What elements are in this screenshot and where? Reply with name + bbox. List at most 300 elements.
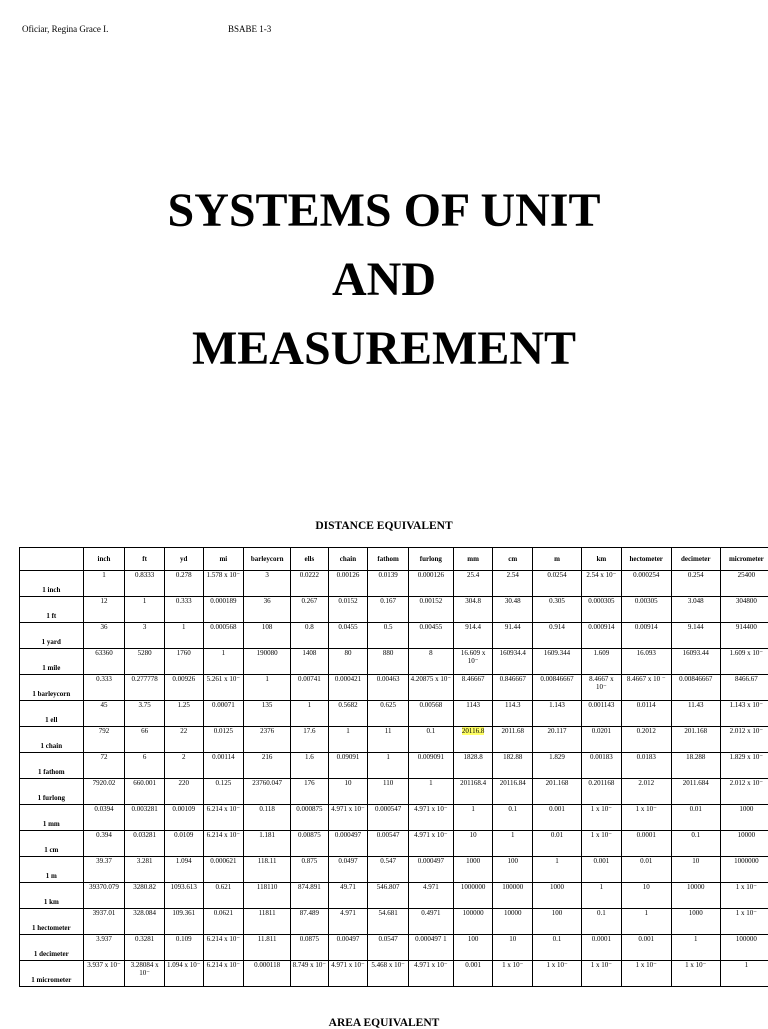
table-cell: 3937.01 bbox=[83, 909, 125, 935]
table-cell: 0.00152 bbox=[408, 597, 453, 623]
table-cell: 1.609 x 10⁻ bbox=[720, 649, 768, 675]
table-cell: 8.4667 x 10⁻ bbox=[582, 675, 622, 701]
table-cell: 0.333 bbox=[164, 597, 203, 623]
table-cell: 1 x 10⁻ bbox=[621, 961, 671, 987]
table-cell: 2.54 bbox=[493, 571, 533, 597]
table-cell: 0.5 bbox=[368, 623, 409, 649]
table-cell: 8466.67 bbox=[720, 675, 768, 701]
distance-heading: DISTANCE EQUIVALENT bbox=[0, 520, 768, 532]
table-cell: 0.001 bbox=[533, 805, 582, 831]
table-cell: 201.168 bbox=[533, 779, 582, 805]
column-header: mi bbox=[203, 548, 244, 571]
table-row bbox=[20, 675, 768, 701]
table-cell: 0.000189 bbox=[203, 597, 244, 623]
table-cell: 0.000497 bbox=[408, 857, 453, 883]
table-cell: 1408 bbox=[291, 649, 329, 675]
table-cell: 1 bbox=[453, 805, 493, 831]
table-cell: 0.01 bbox=[621, 857, 671, 883]
highlighted-value: 20116.8 bbox=[462, 727, 485, 735]
table-cell: 0.0001 bbox=[582, 935, 622, 961]
table-cell: 304.8 bbox=[453, 597, 493, 623]
table-cell: 2011.68 bbox=[493, 727, 533, 753]
table-cell bbox=[453, 727, 493, 753]
table-cell: 11.43 bbox=[671, 701, 720, 727]
table-cell: 36 bbox=[244, 597, 291, 623]
distance-table bbox=[19, 547, 768, 987]
table-cell: 0.00455 bbox=[408, 623, 453, 649]
table-cell: 0.000305 bbox=[582, 597, 622, 623]
table-cell: 54.681 bbox=[368, 909, 409, 935]
table-cell: 1 bbox=[582, 883, 622, 909]
table-cell: 63360 bbox=[83, 649, 125, 675]
table-cell: 110 bbox=[368, 779, 409, 805]
column-header: furlong bbox=[408, 548, 453, 571]
table-cell: 0.000568 bbox=[203, 623, 244, 649]
table-cell: 0.875 bbox=[291, 857, 329, 883]
table-cell: 0.00547 bbox=[368, 831, 409, 857]
table-cell: 100000 bbox=[493, 883, 533, 909]
table-cell: 2376 bbox=[244, 727, 291, 753]
table-cell: 100 bbox=[533, 909, 582, 935]
table-cell: 1093.613 bbox=[164, 883, 203, 909]
table-row bbox=[20, 935, 768, 961]
table-cell: 109.361 bbox=[164, 909, 203, 935]
author-name: Oficiar, Regina Grace I. bbox=[22, 24, 108, 34]
table-cell: 220 bbox=[164, 779, 203, 805]
table-cell: 0.000621 bbox=[203, 857, 244, 883]
table-row bbox=[20, 909, 768, 935]
document-title bbox=[0, 176, 768, 383]
column-header: micrometer bbox=[720, 548, 768, 571]
row-label: 1 mm bbox=[20, 805, 84, 831]
table-cell: 880 bbox=[368, 649, 409, 675]
column-header: inch bbox=[83, 548, 125, 571]
table-cell: 1 x 10⁻ bbox=[720, 909, 768, 935]
column-header: m bbox=[533, 548, 582, 571]
table-cell: 36 bbox=[83, 623, 125, 649]
table-cell: 0.0125 bbox=[203, 727, 244, 753]
table-cell: 0.167 bbox=[368, 597, 409, 623]
table-cell: 874.891 bbox=[291, 883, 329, 909]
table-cell: 10000 bbox=[493, 909, 533, 935]
table-cell: 10 bbox=[453, 831, 493, 857]
table-cell: 1.143 bbox=[533, 701, 582, 727]
table-cell: 0.0497 bbox=[328, 857, 368, 883]
table-cell: 1.6 bbox=[291, 753, 329, 779]
table-cell: 2.54 x 10⁻ bbox=[582, 571, 622, 597]
table-cell: 0.00497 bbox=[328, 935, 368, 961]
table-cell: 0.00926 bbox=[164, 675, 203, 701]
table-cell: 0.000497 1 bbox=[408, 935, 453, 961]
table-cell: 0.003281 bbox=[125, 805, 165, 831]
table-cell: 0.00114 bbox=[203, 753, 244, 779]
table-cell: 1.829 x 10⁻ bbox=[720, 753, 768, 779]
table-cell: 0.846667 bbox=[493, 675, 533, 701]
table-cell: 0.00568 bbox=[408, 701, 453, 727]
table-cell: 0.1 bbox=[408, 727, 453, 753]
table-cell: 4.971 x 10⁻ bbox=[408, 961, 453, 987]
table-cell: 0.00846667 bbox=[533, 675, 582, 701]
table-cell: 0.009091 bbox=[408, 753, 453, 779]
table-cell: 1 x 10⁻ bbox=[493, 961, 533, 987]
table-row bbox=[20, 571, 768, 597]
table-cell: 3.281 bbox=[125, 857, 165, 883]
table-cell: 1 x 10⁻ bbox=[621, 805, 671, 831]
table-cell: 1 bbox=[83, 571, 125, 597]
table-cell: 3.937 x 10⁻ bbox=[83, 961, 125, 987]
table-cell: 182.88 bbox=[493, 753, 533, 779]
table-cell: 72 bbox=[83, 753, 125, 779]
row-label: 1 yard bbox=[20, 623, 84, 649]
table-cell: 0.0139 bbox=[368, 571, 409, 597]
table-cell: 1.181 bbox=[244, 831, 291, 857]
table-row bbox=[20, 649, 768, 675]
column-header: km bbox=[582, 548, 622, 571]
table-cell: 1 bbox=[203, 649, 244, 675]
table-cell: 0.00875 bbox=[291, 831, 329, 857]
table-cell: 0.000547 bbox=[368, 805, 409, 831]
column-header: chain bbox=[328, 548, 368, 571]
title-line-2: AND bbox=[0, 245, 768, 314]
table-cell: 10000 bbox=[671, 883, 720, 909]
table-cell: 1143 bbox=[453, 701, 493, 727]
table-cell: 4.971 x 10⁻ bbox=[408, 831, 453, 857]
table-cell: 0.0201 bbox=[582, 727, 622, 753]
table-cell: 66 bbox=[125, 727, 165, 753]
table-cell: 1000000 bbox=[453, 883, 493, 909]
row-label: 1 furlong bbox=[20, 779, 84, 805]
table-cell: 0.00126 bbox=[328, 571, 368, 597]
table-cell: 1000 bbox=[671, 909, 720, 935]
table-cell: 6.214 x 10⁻ bbox=[203, 935, 244, 961]
table-cell: 0.00463 bbox=[368, 675, 409, 701]
table-cell: 1 bbox=[125, 597, 165, 623]
table-cell: 0.0114 bbox=[621, 701, 671, 727]
table-cell: 6.214 x 10⁻ bbox=[203, 961, 244, 987]
column-header: mm bbox=[453, 548, 493, 571]
row-label: 1 chain bbox=[20, 727, 84, 753]
table-cell: 49.71 bbox=[328, 883, 368, 909]
table-cell: 1 x 10⁻ bbox=[582, 831, 622, 857]
table-cell: 0.8333 bbox=[125, 571, 165, 597]
table-cell: 190080 bbox=[244, 649, 291, 675]
table-cell: 1.25 bbox=[164, 701, 203, 727]
table-cell: 0.547 bbox=[368, 857, 409, 883]
table-row bbox=[20, 701, 768, 727]
table-cell: 6.214 x 10⁻ bbox=[203, 831, 244, 857]
table-cell: 0.000875 bbox=[291, 805, 329, 831]
table-cell: 660.001 bbox=[125, 779, 165, 805]
table-cell: 9.144 bbox=[671, 623, 720, 649]
table-row bbox=[20, 831, 768, 857]
column-header: fathom bbox=[368, 548, 409, 571]
column-header: hectometer bbox=[621, 548, 671, 571]
table-cell: 30.48 bbox=[493, 597, 533, 623]
table-cell: 0.001 bbox=[453, 961, 493, 987]
table-cell: 0.5682 bbox=[328, 701, 368, 727]
table-cell: 3280.82 bbox=[125, 883, 165, 909]
table-cell: 3 bbox=[244, 571, 291, 597]
table-cell: 16.093 bbox=[621, 649, 671, 675]
table-cell: 0.125 bbox=[203, 779, 244, 805]
table-cell: 80 bbox=[328, 649, 368, 675]
table-cell: 135 bbox=[244, 701, 291, 727]
row-label: 1 mile bbox=[20, 649, 84, 675]
column-header: barleycorn bbox=[244, 548, 291, 571]
table-cell: 12 bbox=[83, 597, 125, 623]
table-cell: 0.394 bbox=[83, 831, 125, 857]
table-cell: 4.971 bbox=[328, 909, 368, 935]
table-cell: 4.20875 x 10⁻ bbox=[408, 675, 453, 701]
table-cell: 0.109 bbox=[164, 935, 203, 961]
table-cell: 8.46667 bbox=[453, 675, 493, 701]
table-cell: 87.489 bbox=[291, 909, 329, 935]
table-cell: 118110 bbox=[244, 883, 291, 909]
table-cell: 1.609 bbox=[582, 649, 622, 675]
table-cell: 1 bbox=[244, 675, 291, 701]
table-cell: 304800 bbox=[720, 597, 768, 623]
table-cell: 1 bbox=[328, 727, 368, 753]
table-row bbox=[20, 805, 768, 831]
table-cell: 0.00846667 bbox=[671, 675, 720, 701]
column-header: ft bbox=[125, 548, 165, 571]
row-label: 1 inch bbox=[20, 571, 84, 597]
table-cell: 0.000421 bbox=[328, 675, 368, 701]
table-cell: 1760 bbox=[164, 649, 203, 675]
table-cell: 0.0621 bbox=[203, 909, 244, 935]
table-header-row bbox=[20, 548, 768, 571]
table-cell: 1 bbox=[720, 961, 768, 987]
table-cell: 1.094 x 10⁻ bbox=[164, 961, 203, 987]
table-cell: 1000 bbox=[453, 857, 493, 883]
table-cell: 11.811 bbox=[244, 935, 291, 961]
table-cell: 3.75 bbox=[125, 701, 165, 727]
table-cell: 100000 bbox=[720, 935, 768, 961]
title-line-1: SYSTEMS OF UNIT bbox=[0, 176, 768, 245]
table-cell: 0.000118 bbox=[244, 961, 291, 987]
table-cell: 20.117 bbox=[533, 727, 582, 753]
table-cell: 1 bbox=[291, 701, 329, 727]
table-row bbox=[20, 779, 768, 805]
table-cell: 0.1 bbox=[493, 805, 533, 831]
table-cell: 10000 bbox=[720, 831, 768, 857]
table-cell: 4.971 x 10⁻ bbox=[328, 961, 368, 987]
table-cell: 0.1 bbox=[582, 909, 622, 935]
table-cell: 0.01 bbox=[671, 805, 720, 831]
table-cell: 18.288 bbox=[671, 753, 720, 779]
table-cell: 1 bbox=[408, 779, 453, 805]
table-cell: 2.012 x 10⁻ bbox=[720, 779, 768, 805]
table-row bbox=[20, 623, 768, 649]
table-cell: 0.001 bbox=[621, 935, 671, 961]
table-cell: 0.00071 bbox=[203, 701, 244, 727]
column-header: yd bbox=[164, 548, 203, 571]
table-cell: 0.0222 bbox=[291, 571, 329, 597]
table-cell: 20116.84 bbox=[493, 779, 533, 805]
table-cell: 6 bbox=[125, 753, 165, 779]
table-row bbox=[20, 753, 768, 779]
table-cell: 4.971 x 10⁻ bbox=[328, 805, 368, 831]
table-cell: 328.084 bbox=[125, 909, 165, 935]
table-cell: 160934.4 bbox=[493, 649, 533, 675]
table-cell: 10 bbox=[621, 883, 671, 909]
row-label: 1 hectometer bbox=[20, 909, 84, 935]
table-cell: 0.118 bbox=[244, 805, 291, 831]
table-cell: 0.4971 bbox=[408, 909, 453, 935]
table-cell: 1.094 bbox=[164, 857, 203, 883]
table-row bbox=[20, 961, 768, 987]
table-cell: 0.0455 bbox=[328, 623, 368, 649]
table-cell: 0.0394 bbox=[83, 805, 125, 831]
table-cell: 0.001143 bbox=[582, 701, 622, 727]
table-cell: 5.468 x 10⁻ bbox=[368, 961, 409, 987]
row-label: 1 cm bbox=[20, 831, 84, 857]
table-cell: 216 bbox=[244, 753, 291, 779]
table-cell: 0.277778 bbox=[125, 675, 165, 701]
table-cell: 5.261 x 10⁻ bbox=[203, 675, 244, 701]
table-cell: 7920.02 bbox=[83, 779, 125, 805]
table-cell: 0.0183 bbox=[621, 753, 671, 779]
table-cell: 0.267 bbox=[291, 597, 329, 623]
table-cell: 0.09091 bbox=[328, 753, 368, 779]
table-cell: 3.937 bbox=[83, 935, 125, 961]
corner-cell bbox=[20, 548, 84, 571]
table-cell: 10 bbox=[493, 935, 533, 961]
table-cell: 1 bbox=[368, 753, 409, 779]
table-cell: 1 x 10⁻ bbox=[582, 805, 622, 831]
table-cell: 1.143 x 10⁻ bbox=[720, 701, 768, 727]
table-cell: 17.6 bbox=[291, 727, 329, 753]
table-cell: 1 x 10⁻ bbox=[671, 961, 720, 987]
table-cell: 23760.047 bbox=[244, 779, 291, 805]
column-header: cm bbox=[493, 548, 533, 571]
table-cell: 39370.079 bbox=[83, 883, 125, 909]
table-cell: 3.28084 x 10⁻ bbox=[125, 961, 165, 987]
table-cell: 914400 bbox=[720, 623, 768, 649]
table-cell: 0.0254 bbox=[533, 571, 582, 597]
table-cell: 1000 bbox=[720, 805, 768, 831]
table-cell: 1000 bbox=[533, 883, 582, 909]
table-cell: 0.333 bbox=[83, 675, 125, 701]
table-cell: 914.4 bbox=[453, 623, 493, 649]
table-cell: 0.305 bbox=[533, 597, 582, 623]
row-label: 1 micrometer bbox=[20, 961, 84, 987]
table-cell: 1 x 10⁻ bbox=[533, 961, 582, 987]
table-cell: 1 bbox=[533, 857, 582, 883]
table-cell: 11811 bbox=[244, 909, 291, 935]
table-cell: 2.012 bbox=[621, 779, 671, 805]
table-cell: 201.168 bbox=[671, 727, 720, 753]
table-row bbox=[20, 727, 768, 753]
table-cell: 1 x 10⁻ bbox=[720, 883, 768, 909]
table-cell: 1609.344 bbox=[533, 649, 582, 675]
title-line-3: MEASUREMENT bbox=[0, 314, 768, 383]
row-label: 1 decimeter bbox=[20, 935, 84, 961]
table-cell: 2.012 x 10⁻ bbox=[720, 727, 768, 753]
table-cell: 100 bbox=[453, 935, 493, 961]
table-cell: 8 bbox=[408, 649, 453, 675]
table-cell: 1.829 bbox=[533, 753, 582, 779]
table-cell: 1 bbox=[493, 831, 533, 857]
table-cell: 4.971 bbox=[408, 883, 453, 909]
table-cell: 0.00183 bbox=[582, 753, 622, 779]
table-cell: 0.00109 bbox=[164, 805, 203, 831]
table-row bbox=[20, 597, 768, 623]
table-cell: 118.11 bbox=[244, 857, 291, 883]
table-cell: 1 bbox=[164, 623, 203, 649]
table-cell: 1828.8 bbox=[453, 753, 493, 779]
table-cell: 25.4 bbox=[453, 571, 493, 597]
table-cell: 16093.44 bbox=[671, 649, 720, 675]
table-cell: 0.2012 bbox=[621, 727, 671, 753]
table-cell: 2011.684 bbox=[671, 779, 720, 805]
table-cell: 0.254 bbox=[671, 571, 720, 597]
table-cell: 792 bbox=[83, 727, 125, 753]
table-cell: 1.578 x 10⁻ bbox=[203, 571, 244, 597]
row-label: 1 barleycorn bbox=[20, 675, 84, 701]
table-cell: 546.807 bbox=[368, 883, 409, 909]
row-label: 1 ell bbox=[20, 701, 84, 727]
table-cell: 6.214 x 10⁻ bbox=[203, 805, 244, 831]
table-cell: 0.01 bbox=[533, 831, 582, 857]
table-cell: 0.278 bbox=[164, 571, 203, 597]
table-cell: 0.1 bbox=[671, 831, 720, 857]
table-cell: 201168.4 bbox=[453, 779, 493, 805]
table-cell: 0.00914 bbox=[621, 623, 671, 649]
table-cell: 0.8 bbox=[291, 623, 329, 649]
table-cell: 1 x 10⁻ bbox=[582, 961, 622, 987]
table-cell: 0.03281 bbox=[125, 831, 165, 857]
table-cell: 0.0547 bbox=[368, 935, 409, 961]
table-cell: 16.609 x 10⁻ bbox=[453, 649, 493, 675]
table-cell: 0.625 bbox=[368, 701, 409, 727]
area-heading: AREA EQUIVALENT bbox=[0, 1017, 768, 1029]
table-cell: 8.749 x 10⁻ bbox=[291, 961, 329, 987]
table-cell: 3 bbox=[125, 623, 165, 649]
table-cell: 0.000126 bbox=[408, 571, 453, 597]
row-label: 1 ft bbox=[20, 597, 84, 623]
table-cell: 0.0152 bbox=[328, 597, 368, 623]
table-cell: 0.0001 bbox=[621, 831, 671, 857]
table-cell: 100 bbox=[493, 857, 533, 883]
table-cell: 114.3 bbox=[493, 701, 533, 727]
course-section: BSABE 1-3 bbox=[228, 24, 271, 34]
table-cell: 0.00305 bbox=[621, 597, 671, 623]
table-cell: 91.44 bbox=[493, 623, 533, 649]
table-cell: 4.971 x 10⁻ bbox=[408, 805, 453, 831]
table-cell: 176 bbox=[291, 779, 329, 805]
table-cell: 3.048 bbox=[671, 597, 720, 623]
row-label: 1 m bbox=[20, 857, 84, 883]
row-label: 1 km bbox=[20, 883, 84, 909]
table-cell: 0.3281 bbox=[125, 935, 165, 961]
table-cell: 0.201168 bbox=[582, 779, 622, 805]
table-cell: 10 bbox=[671, 857, 720, 883]
table-cell: 10 bbox=[328, 779, 368, 805]
column-header: ells bbox=[291, 548, 329, 571]
table-cell: 39.37 bbox=[83, 857, 125, 883]
table-cell: 45 bbox=[83, 701, 125, 727]
table-cell: 8.4667 x 10 ⁻ bbox=[621, 675, 671, 701]
table-cell: 25400 bbox=[720, 571, 768, 597]
table-cell: 0.0109 bbox=[164, 831, 203, 857]
table-cell: 0.000254 bbox=[621, 571, 671, 597]
table-cell: 2 bbox=[164, 753, 203, 779]
table-row bbox=[20, 857, 768, 883]
table-cell: 0.1 bbox=[533, 935, 582, 961]
table-cell: 11 bbox=[368, 727, 409, 753]
table-cell: 1000000 bbox=[720, 857, 768, 883]
